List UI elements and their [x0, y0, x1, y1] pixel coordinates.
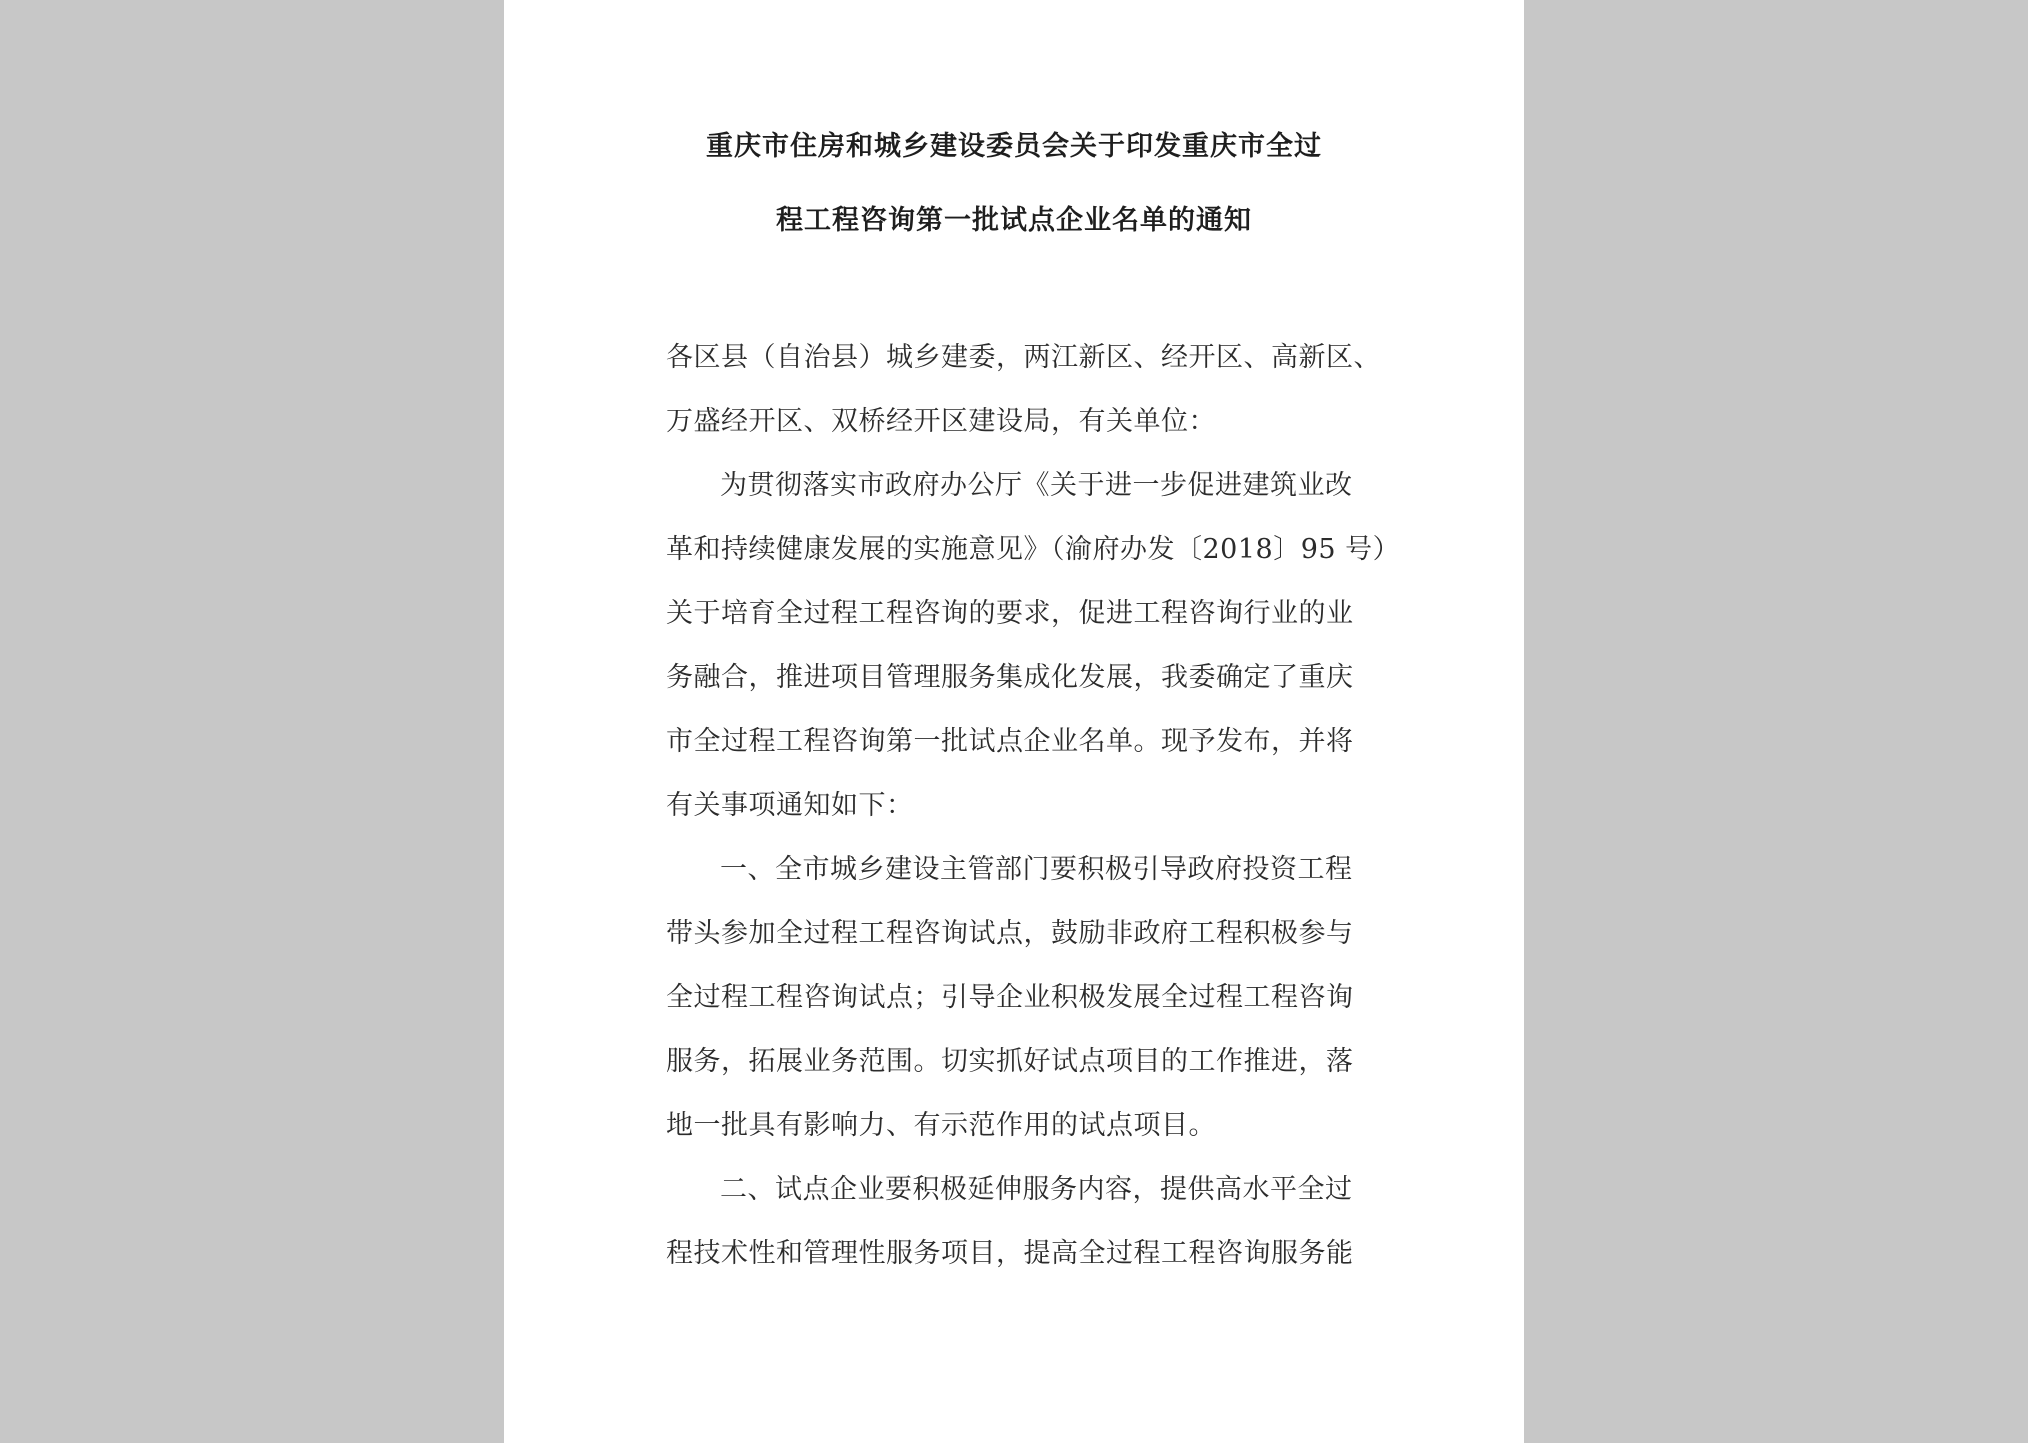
- paragraph-1-line-4: 务融合，推进项目管理服务集成化发展，我委确定了重庆: [666, 662, 1354, 693]
- paragraph-1-line-6: 有关事项通知如下：: [666, 790, 914, 821]
- paragraph-2-line-2: 带头参加全过程工程咨询试点，鼓励非政府工程积极参与: [666, 918, 1354, 949]
- paragraph-3-line-2: 程技术性和管理性服务项目，提高全过程工程咨询服务能: [666, 1238, 1354, 1269]
- addressee-line-1: 各区县（自治县）城乡建委，两江新区、经开区、高新区、: [666, 342, 1381, 373]
- paragraph-2-line-1: 一、全市城乡建设主管部门要积极引导政府投资工程: [720, 854, 1353, 885]
- document-title-line-2: 程工程咨询第一批试点企业名单的通知: [776, 205, 1252, 236]
- paragraph-2-line-5: 地一批具有影响力、有示范作用的试点项目。: [666, 1110, 1216, 1141]
- paragraph-1-line-3: 关于培育全过程工程咨询的要求，促进工程咨询行业的业: [666, 598, 1354, 629]
- paragraph-2-line-4: 服务，拓展业务范围。切实抓好试点项目的工作推进，落: [666, 1046, 1354, 1077]
- paragraph-3-line-1: 二、试点企业要积极延伸服务内容，提供高水平全过: [720, 1174, 1353, 1205]
- paragraph-1-line-2: 革和持续健康发展的实施意见》（渝府办发〔2018〕95 号）: [666, 534, 1401, 565]
- document-page: [504, 0, 1524, 1443]
- addressee-line-2: 万盛经开区、双桥经开区建设局，有关单位：: [666, 406, 1216, 437]
- paragraph-1-line-1: 为贯彻落实市政府办公厅《关于进一步促进建筑业改: [720, 470, 1353, 501]
- document-title-line-1: 重庆市住房和城乡建设委员会关于印发重庆市全过: [706, 131, 1322, 162]
- paragraph-1-line-5: 市全过程工程咨询第一批试点企业名单。现予发布，并将: [666, 726, 1354, 757]
- paragraph-2-line-3: 全过程工程咨询试点；引导企业积极发展全过程工程咨询: [666, 982, 1354, 1013]
